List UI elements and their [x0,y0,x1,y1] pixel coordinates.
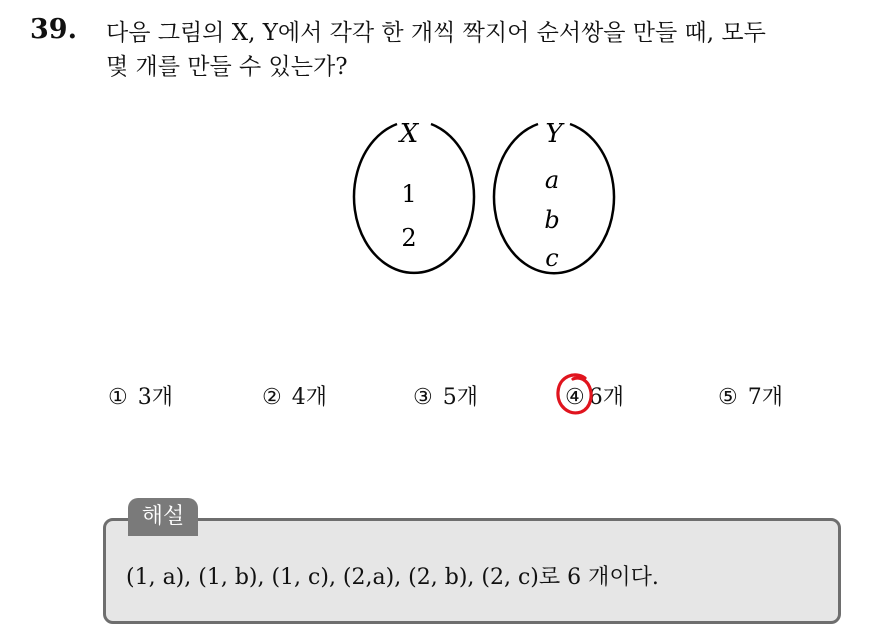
question-number: 39. [30,14,77,45]
set-y-element: c [545,244,559,272]
choice-number: ⑤ [718,385,738,410]
choice-2[interactable] [262,380,327,411]
choice-label: 3개 [137,385,173,410]
solution-text: (1, a), (1, b), (1, c), (2,a), (2, b), (2, c)로 6 개이다. [126,565,659,590]
choice-label: 7개 [747,385,783,410]
set-diagram [335,110,625,310]
choice-1[interactable] [108,380,173,411]
set-x-label: X [399,119,419,149]
choice-number: ① [108,385,128,410]
solution-tab: 해설 [128,498,198,536]
choice-number: ③ [413,385,433,410]
question-text [106,16,866,84]
choice-number: ② [262,385,282,410]
choice-label: 4개 [291,385,327,410]
set-y-label: Y [545,119,563,149]
choice-label: 6개 [588,385,624,410]
choice-number: ④ [565,385,585,410]
choice-3[interactable] [413,380,478,411]
choice-5[interactable] [718,380,783,411]
answer-mark-circle [555,372,595,418]
set-x-element: 1 [401,180,417,208]
question-line-2: 몇 개를 만들 수 있는가? [106,54,348,80]
set-y-element: b [544,206,560,234]
choice-label: 5개 [442,385,478,410]
question-line-1: 다음 그림의 X, Y에서 각각 한 개씩 짝지어 순서쌍을 만들 때, 모두 [106,20,766,46]
set-y-element: a [544,166,560,194]
set-x-element: 2 [401,224,417,252]
answer-choices [0,380,884,420]
